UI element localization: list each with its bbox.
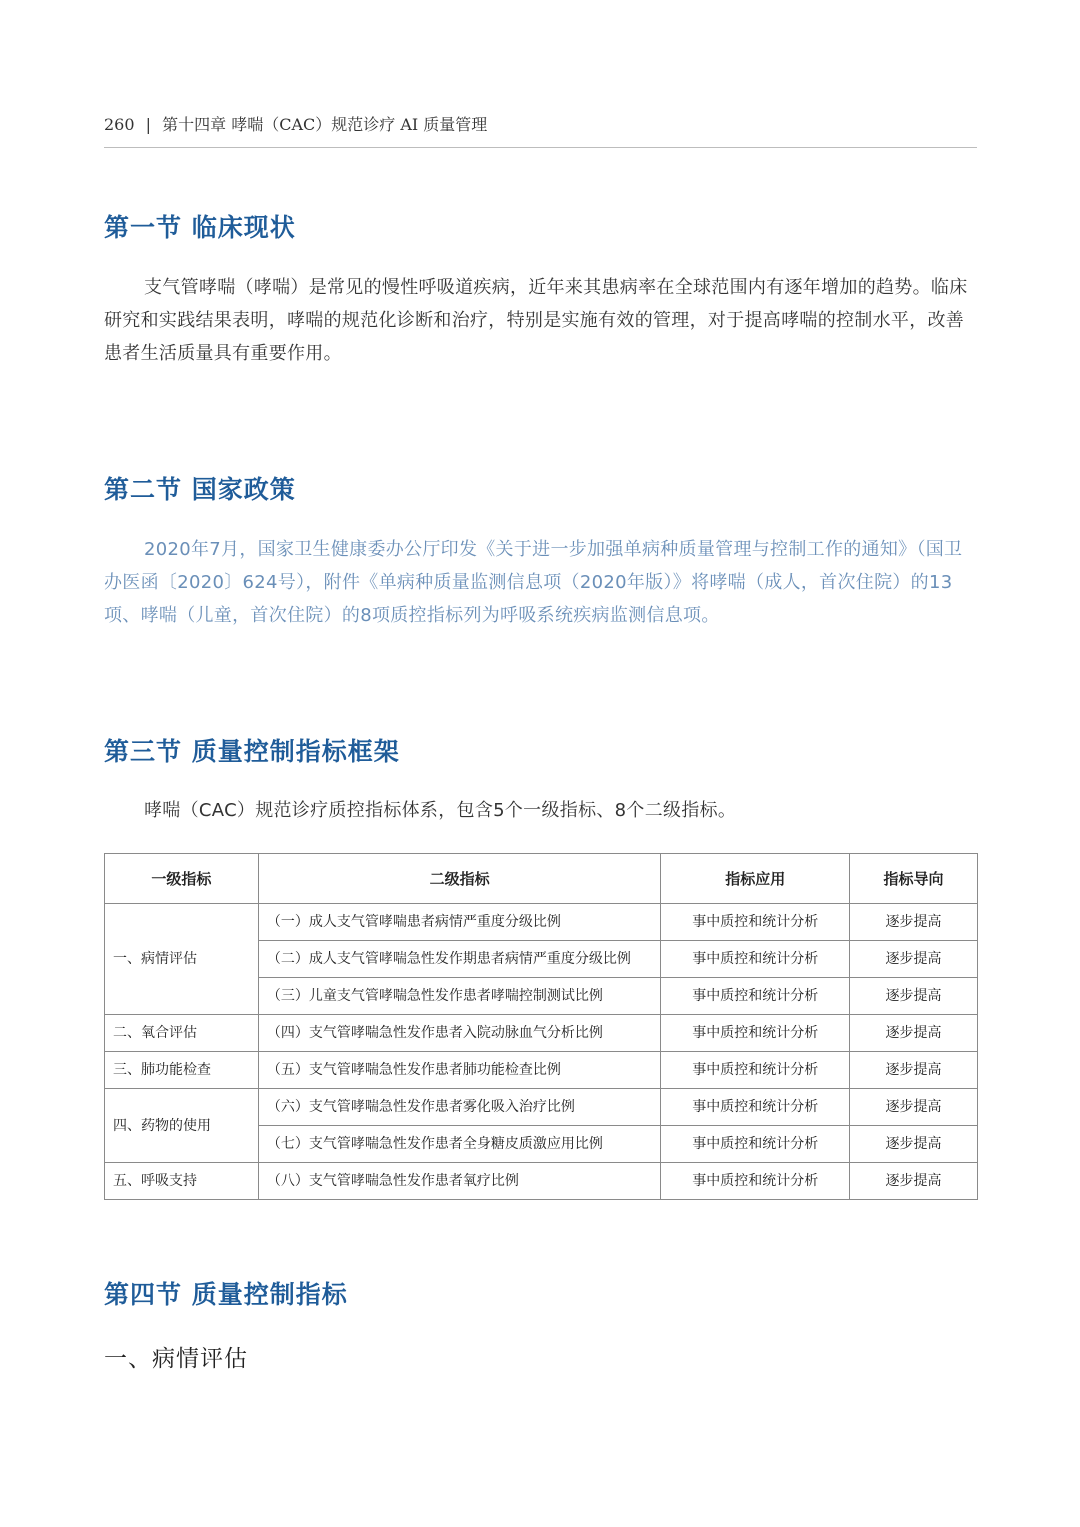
chapter-title: 第十四章 哮喘（CAC）规范诊疗 AI 质量管理 [162,115,488,134]
page-number: 260 [104,115,135,134]
section-heading-indicator-framework: 第三节 质量控制指标框架 [104,737,400,766]
direction-cell: 逐步提高 [850,1163,978,1200]
application-cell: 事中质控和统计分析 [661,1089,850,1126]
direction-cell: 逐步提高 [850,1089,978,1126]
header-application: 指标应用 [661,854,850,904]
application-cell: 事中质控和统计分析 [661,941,850,978]
level1-cell: 一、病情评估 [105,904,259,1015]
direction-cell: 逐步提高 [850,1126,978,1163]
level2-cell: （六）支气管哮喘急性发作患者雾化吸入治疗比例 [258,1089,661,1126]
header-level1: 一级指标 [105,854,259,904]
table-header-row [105,854,978,904]
level2-cell: （八）支气管哮喘急性发作患者氧疗比例 [258,1163,661,1200]
section-heading-national-policy: 第二节 国家政策 [104,475,296,504]
level2-cell: （五）支气管哮喘急性发作患者肺功能检查比例 [258,1052,661,1089]
header-direction: 指标导向 [850,854,978,904]
application-cell: 事中质控和统计分析 [661,1015,850,1052]
direction-cell: 逐步提高 [850,904,978,941]
level2-cell: （四）支气管哮喘急性发作患者入院动脉血气分析比例 [258,1015,661,1052]
indicator-framework-intro: 哮喘（CAC）规范诊疗质控指标体系，包含5个一级指标、8个二级指标。 [144,800,737,821]
section-heading-clinical-status: 第一节 临床现状 [104,213,296,242]
header-separator: | [145,115,152,134]
subsection-heading-condition-assessment: 一、病情评估 [104,1346,248,1372]
level1-cell: 二、氧合评估 [105,1015,259,1052]
table-row [105,1052,978,1089]
header-level2: 二级指标 [258,854,661,904]
table-row [105,1163,978,1200]
level2-cell: （七）支气管哮喘急性发作患者全身糖皮质激应用比例 [258,1126,661,1163]
level2-cell: （三）儿童支气管哮喘急性发作患者哮喘控制测试比例 [258,978,661,1015]
running-header [104,113,977,148]
level2-cell: （一）成人支气管哮喘患者病情严重度分级比例 [258,904,661,941]
direction-cell: 逐步提高 [850,1015,978,1052]
application-cell: 事中质控和统计分析 [661,1126,850,1163]
table-row [105,1089,978,1126]
application-cell: 事中质控和统计分析 [661,1163,850,1200]
level1-cell: 四、药物的使用 [105,1089,259,1163]
table-row [105,1015,978,1052]
direction-cell: 逐步提高 [850,1052,978,1089]
national-policy-paragraph: 2020年7月，国家卫生健康委办公厅印发《关于进一步加强单病种质量管理与控制工作的通知》（国卫办医函〔2020〕624号），附件《单病种质量监测信息项（2020年版）》将哮喘（成人，首次住院）的13项、哮喘（儿童，首次住院）的8项质控指标列为呼吸系统疾病监测信息项。 [104,539,963,626]
table-row [105,904,978,941]
level1-cell: 五、呼吸支持 [105,1163,259,1200]
application-cell: 事中质控和统计分析 [661,1052,850,1089]
section-heading-quality-indicators: 第四节 质量控制指标 [104,1280,348,1309]
clinical-status-paragraph: 支气管哮喘（哮喘）是常见的慢性呼吸道疾病，近年来其患病率在全球范围内有逐年增加的趋势。临床研究和实践结果表明，哮喘的规范化诊断和治疗，特别是实施有效的管理，对于提高哮喘的控制水平，改善患者生活质量具有重要作用。 [104,277,968,364]
direction-cell: 逐步提高 [850,978,978,1015]
indicator-table [104,853,978,1200]
level1-cell: 三、肺功能检查 [105,1052,259,1089]
direction-cell: 逐步提高 [850,941,978,978]
level2-cell: （二）成人支气管哮喘急性发作期患者病情严重度分级比例 [258,941,661,978]
application-cell: 事中质控和统计分析 [661,978,850,1015]
application-cell: 事中质控和统计分析 [661,904,850,941]
